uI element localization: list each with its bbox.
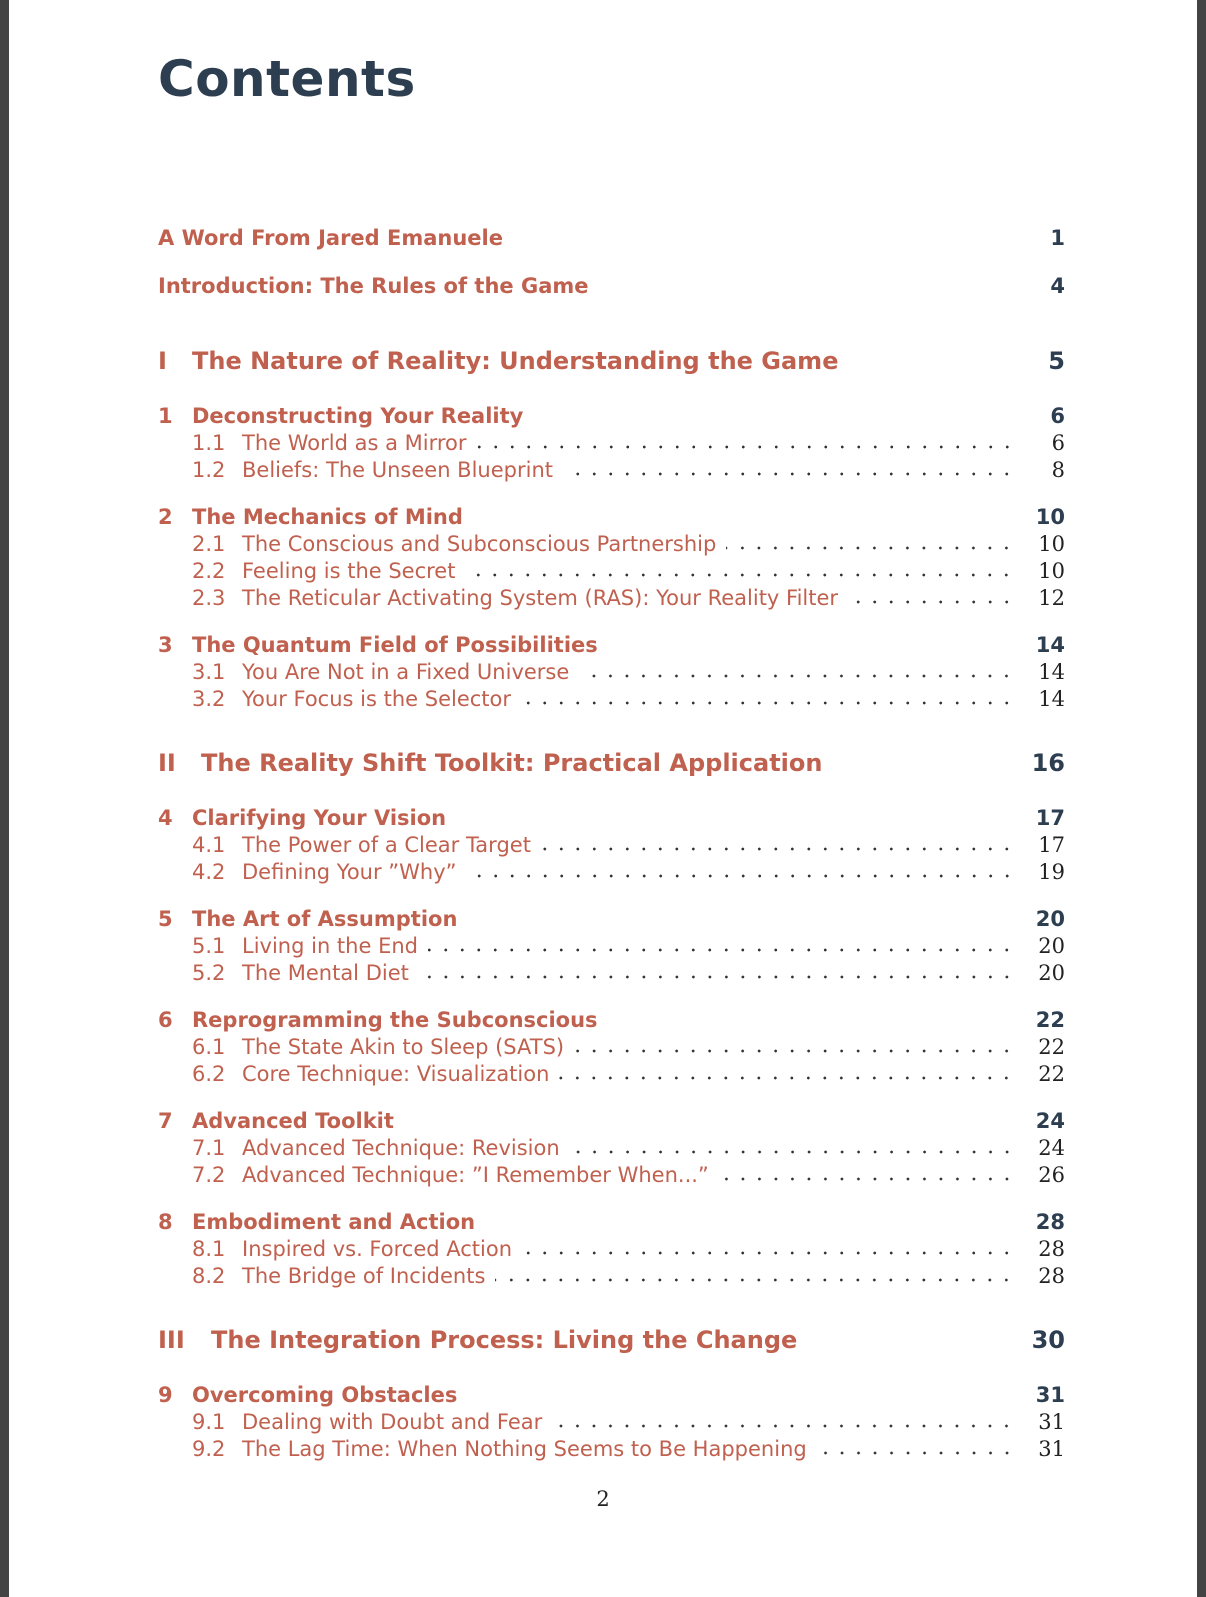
chapter-label[interactable]: Deconstructing Your Reality — [192, 403, 524, 428]
chapter-page: 28 — [1035, 1209, 1065, 1234]
section-page: 14 — [1038, 659, 1065, 684]
part-label[interactable]: The Reality Shift Toolkit: Practical Application — [201, 749, 823, 777]
section-page: 19 — [1038, 859, 1065, 884]
chapter-label[interactable]: Overcoming Obstacles — [192, 1382, 458, 1407]
chapter-label[interactable]: The Art of Assumption — [192, 906, 458, 931]
chapter-number: 7 — [158, 1108, 173, 1133]
part-label[interactable]: The Nature of Reality: Understanding the Game — [192, 347, 839, 375]
section-number: 6.1 — [192, 1034, 226, 1059]
part-label[interactable]: The Integration Process: Living the Change — [211, 1326, 798, 1354]
chapter-number: 5 — [158, 906, 173, 931]
toc-part[interactable] — [158, 1313, 1065, 1367]
toc-section[interactable] — [158, 1161, 1065, 1188]
section-page: 24 — [1038, 1135, 1065, 1160]
toc-section[interactable] — [158, 1235, 1065, 1262]
chapter-page: 31 — [1035, 1382, 1065, 1407]
chapter-number: 3 — [158, 632, 173, 657]
toc-chapter[interactable] — [158, 905, 1065, 932]
section-page: 14 — [1038, 686, 1065, 711]
chapter-number: 9 — [158, 1382, 173, 1407]
section-label[interactable]: The Bridge of Incidents — [242, 1263, 486, 1288]
section-label[interactable]: You Are Not in a Fixed Universe — [242, 659, 570, 684]
section-page: 8 — [1051, 457, 1065, 482]
section-page: 17 — [1038, 832, 1065, 857]
chapter-number: 4 — [158, 805, 173, 830]
section-label[interactable]: Inspired vs. Forced Action — [242, 1236, 513, 1261]
section-label[interactable]: Feeling is the Secret — [242, 558, 456, 583]
table-of-contents — [158, 214, 1065, 1462]
chapter-label[interactable]: Clarifying Your Vision — [192, 805, 447, 830]
dot-leader — [467, 873, 1015, 879]
chapter-number: 8 — [158, 1209, 173, 1234]
toc-section[interactable] — [158, 959, 1065, 986]
toc-part[interactable] — [158, 334, 1065, 388]
section-page: 6 — [1051, 430, 1065, 455]
toc-section[interactable] — [158, 530, 1065, 557]
chapter-page: 6 — [1050, 403, 1065, 428]
section-label[interactable]: Living in the End — [242, 933, 418, 958]
section-label[interactable]: The Power of a Clear Target — [242, 832, 531, 857]
toc-section[interactable] — [158, 831, 1065, 858]
section-label[interactable]: The World as a Mirror — [242, 430, 467, 455]
dot-leader — [848, 599, 1015, 605]
section-label[interactable]: The Conscious and Subconscious Partnership — [242, 531, 717, 556]
section-number: 2.2 — [192, 558, 226, 583]
section-page: 12 — [1038, 585, 1065, 610]
section-number: 4.1 — [192, 832, 226, 857]
toc-section[interactable] — [158, 429, 1065, 456]
page-number-footer: 2 — [596, 1487, 610, 1511]
toc-entry-page: 4 — [1050, 274, 1065, 298]
chapter-page: 17 — [1035, 805, 1065, 830]
section-label[interactable]: Beliefs: The Unseen Blueprint — [242, 457, 553, 482]
toc-entry-foreword[interactable] — [158, 214, 1065, 262]
toc-section[interactable] — [158, 1134, 1065, 1161]
toc-entry-page: 1 — [1050, 226, 1065, 250]
section-number: 9.2 — [192, 1436, 226, 1461]
section-page: 10 — [1038, 531, 1065, 556]
section-page: 20 — [1038, 933, 1065, 958]
toc-entry-label[interactable]: Introduction: The Rules of the Game — [158, 274, 589, 298]
dot-leader — [477, 444, 1016, 450]
section-label[interactable]: Advanced Technique: Revision — [242, 1135, 560, 1160]
section-number: 7.1 — [192, 1135, 226, 1160]
dot-leader — [419, 974, 1015, 980]
part-page: 30 — [1031, 1326, 1065, 1354]
part-number: II — [158, 749, 176, 777]
section-page: 26 — [1038, 1162, 1065, 1187]
section-number: 8.1 — [192, 1236, 226, 1261]
section-number: 8.2 — [192, 1263, 226, 1288]
document-page — [9, 0, 1197, 1597]
section-page: 28 — [1038, 1236, 1065, 1261]
dot-leader — [817, 1450, 1015, 1456]
toc-chapter[interactable] — [158, 1107, 1065, 1134]
section-label[interactable]: The Reticular Activating System (RAS): Your Reality Filter — [242, 585, 839, 610]
toc-chapter[interactable] — [158, 1208, 1065, 1235]
toc-section[interactable] — [158, 932, 1065, 959]
dot-leader — [552, 1423, 1015, 1429]
dot-leader — [559, 1075, 1015, 1081]
toc-section[interactable] — [158, 584, 1065, 611]
section-number: 1.2 — [192, 457, 226, 482]
section-number: 1.1 — [192, 430, 226, 455]
section-page: 10 — [1038, 558, 1065, 583]
toc-chapter[interactable] — [158, 402, 1065, 429]
toc-section[interactable] — [158, 1262, 1065, 1289]
toc-chapter[interactable] — [158, 1006, 1065, 1033]
section-page: 28 — [1038, 1263, 1065, 1288]
toc-section[interactable] — [158, 685, 1065, 712]
chapter-page: 24 — [1035, 1108, 1065, 1133]
page-title: Contents — [158, 50, 416, 108]
toc-section[interactable] — [158, 557, 1065, 584]
toc-entry-introduction[interactable] — [158, 262, 1065, 310]
dot-leader — [719, 1176, 1015, 1182]
chapter-number: 2 — [158, 504, 173, 529]
dot-leader — [574, 1048, 1015, 1054]
toc-section[interactable] — [158, 1033, 1065, 1060]
dot-leader — [495, 1277, 1015, 1283]
section-number: 7.2 — [192, 1162, 226, 1187]
section-label[interactable]: Advanced Technique: ”I Remember When...” — [242, 1162, 709, 1187]
chapter-page: 14 — [1035, 632, 1065, 657]
section-number: 3.1 — [192, 659, 226, 684]
dot-leader — [465, 572, 1015, 578]
dot-leader — [563, 471, 1015, 477]
section-label[interactable]: The Mental Diet — [242, 960, 409, 985]
chapter-number: 6 — [158, 1007, 173, 1032]
section-number: 5.1 — [192, 933, 226, 958]
section-number: 6.2 — [192, 1061, 226, 1086]
section-label[interactable]: The State Akin to Sleep (SATS) — [242, 1034, 565, 1059]
part-number: III — [158, 1326, 185, 1354]
section-page: 31 — [1038, 1409, 1065, 1434]
part-page: 16 — [1031, 749, 1065, 777]
chapter-label[interactable]: The Mechanics of Mind — [192, 504, 463, 529]
toc-section[interactable] — [158, 1408, 1065, 1435]
section-number: 2.1 — [192, 531, 226, 556]
chapter-page: 20 — [1035, 906, 1065, 931]
dot-leader — [522, 1250, 1015, 1256]
toc-chapter[interactable] — [158, 804, 1065, 831]
toc-chapter[interactable] — [158, 631, 1065, 658]
section-label[interactable]: Defining Your ”Why” — [242, 859, 457, 884]
section-label[interactable]: Core Technique: Visualization — [242, 1061, 550, 1086]
dot-leader — [428, 947, 1015, 953]
chapter-page: 22 — [1035, 1007, 1065, 1032]
section-page: 31 — [1038, 1436, 1065, 1461]
section-label[interactable]: The Lag Time: When Nothing Seems to Be Happening — [242, 1436, 807, 1461]
section-page: 20 — [1038, 960, 1065, 985]
section-label[interactable]: Dealing with Doubt and Fear — [242, 1409, 543, 1434]
toc-section[interactable] — [158, 858, 1065, 885]
chapter-label[interactable]: The Quantum Field of Possibilities — [192, 632, 598, 657]
part-number: I — [158, 347, 167, 375]
section-number: 3.2 — [192, 686, 226, 711]
toc-chapter[interactable] — [158, 1381, 1065, 1408]
dot-leader — [541, 846, 1015, 852]
section-page: 22 — [1038, 1061, 1065, 1086]
section-number: 4.2 — [192, 859, 226, 884]
chapter-label[interactable]: Embodiment and Action — [192, 1209, 476, 1234]
chapter-page: 10 — [1035, 504, 1065, 529]
section-number: 5.2 — [192, 960, 226, 985]
chapter-label[interactable]: Advanced Toolkit — [192, 1108, 394, 1133]
section-number: 9.1 — [192, 1409, 226, 1434]
section-label[interactable]: Your Focus is the Selector — [242, 686, 512, 711]
chapter-number: 1 — [158, 403, 173, 428]
section-number: 2.3 — [192, 585, 226, 610]
toc-entry-label[interactable]: A Word From Jared Emanuele — [158, 226, 503, 250]
dot-leader — [579, 673, 1015, 679]
dot-leader — [521, 700, 1015, 706]
toc-section[interactable] — [158, 456, 1065, 483]
toc-section[interactable] — [158, 658, 1065, 685]
chapter-label[interactable]: Reprogramming the Subconscious — [192, 1007, 598, 1032]
dot-leader — [570, 1149, 1015, 1155]
toc-chapter[interactable] — [158, 503, 1065, 530]
part-page: 5 — [1048, 347, 1065, 375]
toc-section[interactable] — [158, 1435, 1065, 1462]
dot-leader — [726, 545, 1015, 551]
toc-section[interactable] — [158, 1060, 1065, 1087]
toc-part[interactable] — [158, 736, 1065, 790]
section-page: 22 — [1038, 1034, 1065, 1059]
